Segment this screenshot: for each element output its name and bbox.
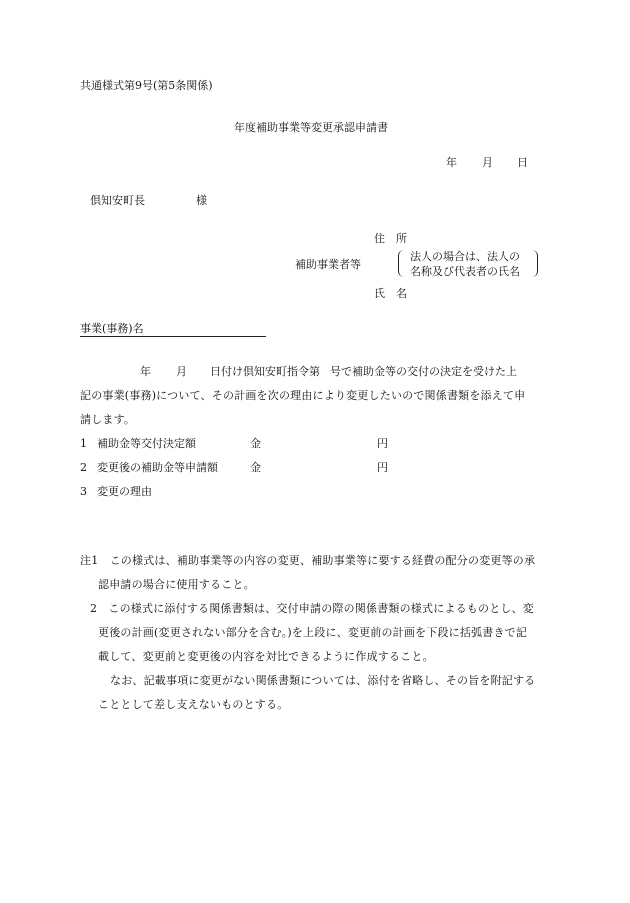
date-day: 日 [517, 156, 528, 169]
project-name-field [80, 323, 266, 337]
date-year: 年 [446, 156, 457, 169]
applicant-role-label: 補助事業者等 [295, 258, 361, 271]
addressee-honorific: 様 [196, 194, 207, 207]
document-title: 年度補助事業等変更承認申請書 [234, 121, 388, 134]
note-1-line2: 認申請の場合に使用すること。 [98, 578, 255, 591]
date-month: 月 [482, 156, 493, 169]
body-line3: 請します。 [80, 413, 136, 426]
addressee-name: 倶知安町長 [90, 194, 145, 207]
note-2-line3: 載して、変更前と変更後の内容を対比できるように作成すること。 [98, 650, 434, 663]
item-1-number: 1 [80, 437, 87, 450]
bracket-note-line1: 法人の場合は、法人の [410, 250, 520, 263]
project-name-label: 事業(事務)名 [80, 322, 144, 335]
bracket-note-line2: 名称及び代表者の氏名 [410, 265, 520, 278]
note-1-line1: 注1 この様式は、補助事業等の内容の変更、補助事業等に要する経費の配分の変更等の承 [80, 554, 536, 567]
item-1-currency: 金 [250, 437, 261, 450]
item-2-label: 変更後の補助金等申請額 [97, 461, 218, 474]
item-3-label: 変更の理由 [97, 485, 152, 498]
body-line1-text: 日付け倶知安町指令第 [210, 365, 320, 378]
form-number: 共通様式第9号(第5条関係) [80, 79, 213, 92]
item-2-number: 2 [80, 461, 87, 474]
item-1-label: 補助金等交付決定額 [97, 437, 196, 450]
body-line1-year: 年 [140, 365, 151, 378]
note-2-line1: 2 この様式に添付する関係書類は、交付申請の際の関係書類の様式によるものとし、変 [90, 602, 534, 615]
note-3-line2: こととして差し支えないものとする。 [98, 698, 289, 711]
name-label: 氏 名 [374, 287, 407, 300]
body-line1-month: 月 [176, 365, 187, 378]
body-line1-rest: 号で補助金等の交付の決定を受けた上 [330, 365, 517, 378]
address-label: 住 所 [374, 232, 407, 245]
note-3-line1: なお、記載事項に変更がない関係書類については、添付を省略し、その旨を附記する [110, 674, 536, 687]
item-3-number: 3 [80, 485, 87, 498]
item-2-currency: 金 [250, 461, 261, 474]
item-1-unit: 円 [377, 437, 388, 450]
note-2-line2: 更後の計画(変更されない部分を含む。)を上段に、変更前の計画を下段に括弧書きで記 [98, 626, 528, 639]
body-line2: 記の事業(事務)について、その計画を次の理由により変更したいので関係書類を添えて申 [80, 389, 526, 402]
item-2-unit: 円 [377, 461, 388, 474]
